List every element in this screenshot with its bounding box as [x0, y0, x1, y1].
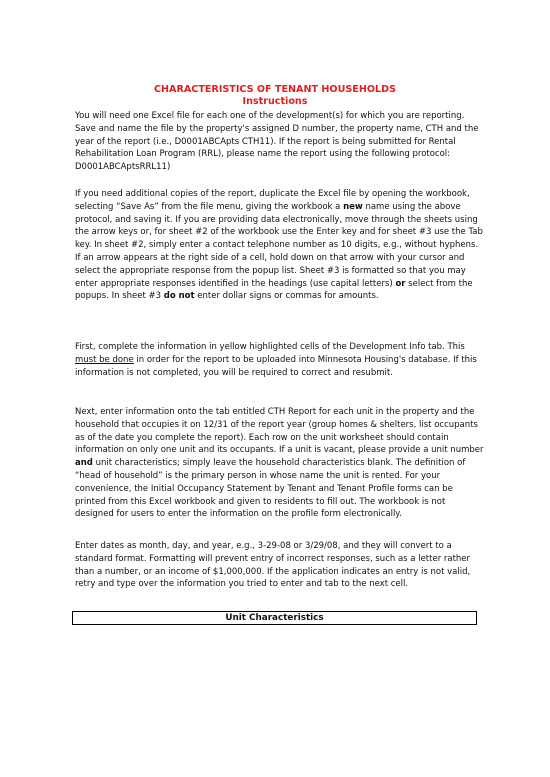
text-run-underlined: must be done — [75, 354, 134, 365]
paragraph-date-entry: Enter dates as month, day, and year, e.g., 3-29-08 or 3/29/08, and they will convert to a standard format. Formatting will prevent entry of incorrect responses, such as a letter rather than a number, or an income of $1,000,000. If the application indicates an entry is not valid, retry and type over the information you tried to enter and tab to the next cell. — [75, 541, 471, 590]
text-run: Next, enter information onto the tab entitled CTH Report for each unit in the property and the household that occupies it on 12/31 of the report year (group homes & shelters, list occupants as of the date you complete the report). Each row on the unit worksheet should contain information on only one unit and its occupants. If a unit is vacant, please provide a unit number — [75, 407, 484, 456]
paragraph-file-naming: You will need one Excel file for each one of the development(s) for which you are reporting. Save and name the file by the property's assigned D number, the property name, CTH and the year of the report (i.e., D0001ABCApts CTH11). If the report is being submitted for Rental Rehabilitation Loan Program (RRL), please name the report using the following protocol: D0001ABCAptsRRL11) — [75, 111, 479, 173]
text-run: name using the above protocol, and saving it. If you are providing data electronically, move through the sheets using the arrow keys or, for sheet #2 of the workbook use the Enter key and for sheet #3 use the Tab key. In sheet #2, simply enter a contact telephone number as 10 digits, e.g., without hyphens. If an arrow appears at the right side of a cell, hold down on that arrow with your cursor and select the appropriate response from the popup list. Sheet #3 is formatted so that you may enter appropriate responses identified in the headings (use capital letters) — [75, 201, 483, 289]
paragraph-development-info — [75, 341, 485, 379]
text-run: enter dollar signs or commas for amounts. — [194, 291, 379, 302]
text-run-bold: new — [343, 201, 363, 212]
paragraph-additional-copies — [75, 188, 485, 303]
document-title: CHARACTERISTICS OF TENANT HOUSEHOLDS — [153, 84, 397, 95]
text-run-bold: do not — [163, 291, 195, 302]
text-run: in order for the report to be uploaded into Minnesota Housing's database. If this information is not completed, you will be required to correct and resubmit. — [75, 354, 477, 378]
section-header-unit-characteristics: Unit Characteristics — [72, 611, 477, 625]
paragraph-cth-report — [75, 406, 485, 521]
text-run: If you need additional copies of the report, duplicate the Excel file by opening the workbook, selecting “Save As” from the file menu, giving the workbook a — [75, 189, 470, 212]
text-run: First, complete the information in yellow highlighted cells of the Development Info tab. This — [75, 342, 465, 352]
text-run-bold: and — [75, 458, 93, 469]
text-run-bold: or — [395, 278, 406, 289]
text-run: select from the popups. In sheet #3 — [75, 278, 473, 302]
text-run: unit characteristics; simply leave the household characteristics blank. The definition of “head of household” is the primary person in whose name the unit is rented. For your convenience, the Initial Occupancy Statement by Tenant and Tenant Profile forms can be printed from this Excel workbook and given to residents to fill out. The workbook is not designed for users to enter the information on the profile form electronically. — [75, 458, 466, 520]
document-subtitle: Instructions — [242, 96, 308, 107]
